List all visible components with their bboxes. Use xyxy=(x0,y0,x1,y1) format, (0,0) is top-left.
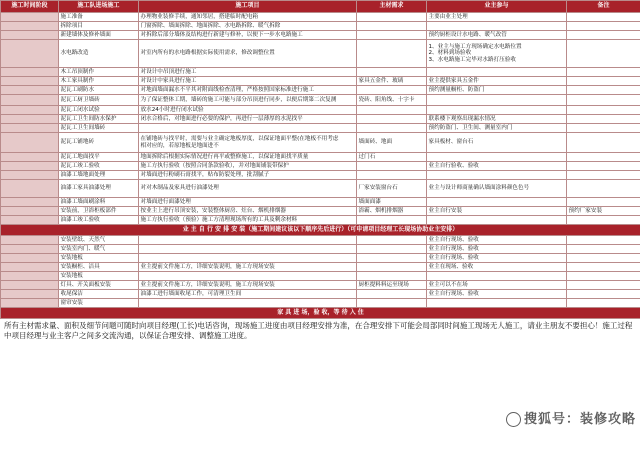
item-cell xyxy=(139,299,357,308)
task-cell: 木工家具制作 xyxy=(59,77,139,86)
remark-cell xyxy=(567,162,640,171)
owner-cell: 主要由业主处理 xyxy=(427,13,567,22)
stage-cell xyxy=(1,86,59,95)
owner-cell: 业主与设计师商量确认墙面涂料颜色色号 xyxy=(427,180,567,198)
material-cell xyxy=(357,162,427,171)
material-cell: 厂家安装窗台石 xyxy=(357,180,427,198)
item-cell: 按业主上进行吊顶安装，安装整体厨房、灶台、烟机排烟器 xyxy=(139,207,357,216)
table-row xyxy=(1,171,640,180)
remark-cell xyxy=(567,106,640,115)
remark-cell xyxy=(567,263,640,272)
material-cell: 家具五金件、玻璃 xyxy=(357,77,427,86)
stage-cell xyxy=(1,236,59,245)
owner-cell: 预约厨柜设计水电路、暖气改管 xyxy=(427,31,567,40)
header-cell: 业主参与 xyxy=(427,1,567,13)
table-row xyxy=(1,68,640,77)
remark-cell xyxy=(567,40,640,68)
item-cell: 在铺地砖与找平时，需要与业主确定地板厚度，以保证地面平整(在地板不用考虑 相对应的，若原地板是地面进不 xyxy=(139,133,357,153)
item-cell: 对地面墙面漏水不平其对附面线检查清理，严格按照国家标准进行施工 xyxy=(139,86,357,95)
stage-cell xyxy=(1,171,59,180)
owner-cell: 联系楼下观察出现漏水情况 xyxy=(427,115,567,124)
item-cell xyxy=(139,245,357,254)
table-row xyxy=(1,22,640,31)
table-row xyxy=(1,207,640,216)
remark-cell xyxy=(567,236,640,245)
owner-cell: 业主可以不在场 xyxy=(427,281,567,290)
owner-cell: 家具板材、窗台石 xyxy=(427,133,567,153)
owner-cell xyxy=(427,198,567,207)
item-cell: 对墙面进行面漆处理 xyxy=(139,198,357,207)
material-cell: 墙面砖、地面 xyxy=(357,133,427,153)
move-in-banner-row xyxy=(1,308,640,319)
table-row xyxy=(1,272,640,281)
task-cell: 泥瓦工竣工验收 xyxy=(59,162,139,171)
material-cell xyxy=(357,263,427,272)
owner-cell: 业主自行安装 xyxy=(427,207,567,216)
stage-cell xyxy=(1,77,59,86)
task-cell: 安装壁纸、天然气 xyxy=(59,236,139,245)
material-cell xyxy=(357,171,427,180)
item-cell: 闭水合格后，对地面进行必要的保护，再进行一层薄厚的水泥找平 xyxy=(139,115,357,124)
remark-cell xyxy=(567,216,640,225)
material-cell xyxy=(357,216,427,225)
self-arranged-banner: 业 主 自 行 安 排 安 装（施工期间建议该以下顺序先后进行）（可申请项目经理工长现场协助业主安排） xyxy=(1,225,640,236)
stage-cell xyxy=(1,115,59,124)
watermark-text: 搜狐号：装修攻略 xyxy=(523,412,636,427)
stage-cell xyxy=(1,133,59,153)
owner-cell: 业主自行现场、验收 xyxy=(427,236,567,245)
task-cell: 安装前，卫浴柜板部件 xyxy=(59,207,139,216)
owner-cell: 业主提供家具五金件 xyxy=(427,77,567,86)
task-cell: 新建墙体及修补墙面 xyxy=(59,31,139,40)
self-arranged-banner-row xyxy=(1,225,640,236)
table-row xyxy=(1,153,640,162)
stage-cell xyxy=(1,124,59,133)
task-cell: 水电路改造 xyxy=(59,40,139,68)
remark-cell xyxy=(567,77,640,86)
stage-cell xyxy=(1,245,59,254)
task-cell: 泥瓦工刷防水 xyxy=(59,86,139,95)
item-cell: 为了保证整体工期，墙砖的施工可能与部分吊顶进行同步，以便后期第二次复测 xyxy=(139,95,357,106)
owner-cell: 业主在现场、验收 xyxy=(427,263,567,272)
owner-cell xyxy=(427,106,567,115)
header-cell: 主材需求 xyxy=(357,1,427,13)
item-cell: 对室内所有的水电路根据实际使用需求，修改调整位置 xyxy=(139,40,357,68)
remark-cell xyxy=(567,281,640,290)
stage-cell xyxy=(1,106,59,115)
owner-cell xyxy=(427,171,567,180)
item-cell: 业主提前文件施工方，详细安装说明，施工方现场安装 xyxy=(139,281,357,290)
table-row xyxy=(1,216,640,225)
remark-cell xyxy=(567,68,640,77)
material-cell xyxy=(357,115,427,124)
item-cell: 对墙面进行粉刷石膏找平，贴布防裂处理，批刮腻子 xyxy=(139,171,357,180)
item-cell: 业主提前文件施工方，详细安装说明，施工方现场安装 xyxy=(139,263,357,272)
header-cell: 施工项目 xyxy=(139,1,357,13)
item-cell: 施工方执行验收（按照合同条款验收），并对地面铺装带保护 xyxy=(139,162,357,171)
material-cell xyxy=(357,290,427,299)
owner-cell xyxy=(427,299,567,308)
remark-cell xyxy=(567,31,640,40)
material-cell: 厨柜提料料运至现场 xyxy=(357,281,427,290)
item-cell: 对设计中家具进行施工 xyxy=(139,77,357,86)
owner-cell xyxy=(427,22,567,31)
stage-cell xyxy=(1,281,59,290)
table-row xyxy=(1,133,640,153)
owner-cell: 1、业主与施工方现场确定水电路位置 2、材料到场验收 3、水电路施工完毕对水路打压验收 xyxy=(427,40,567,68)
stage-cell xyxy=(1,299,59,308)
remark-cell xyxy=(567,299,640,308)
material-cell xyxy=(357,40,427,68)
owner-cell: 业主自行验收、验收 xyxy=(427,162,567,171)
task-cell: 窗帘安装 xyxy=(59,299,139,308)
task-cell: 安装橱柜、洁具 xyxy=(59,263,139,272)
stage-cell xyxy=(1,13,59,22)
watermark xyxy=(506,408,636,427)
table-header-row xyxy=(1,1,640,13)
stage-cell xyxy=(1,198,59,207)
table-row xyxy=(1,95,640,106)
remark-cell xyxy=(567,290,640,299)
table-row xyxy=(1,86,640,95)
table-row xyxy=(1,40,640,68)
task-cell: 收尾保洁 xyxy=(59,290,139,299)
material-cell xyxy=(357,124,427,133)
task-cell: 泥瓦工铺地砖 xyxy=(59,133,139,153)
table-row xyxy=(1,254,640,263)
table-row xyxy=(1,124,640,133)
header-cell: 施工时间阶段 xyxy=(1,1,59,13)
table-row xyxy=(1,162,640,171)
stage-cell xyxy=(1,95,59,106)
material-cell: 瓷砖、阳角线、十字卡 xyxy=(357,95,427,106)
remark-cell xyxy=(567,22,640,31)
table-row xyxy=(1,245,640,254)
item-cell xyxy=(139,124,357,133)
task-cell: 泥瓦工地面找平 xyxy=(59,153,139,162)
task-cell: 泥瓦工卫生间防水保护 xyxy=(59,115,139,124)
watermark-logo-icon xyxy=(506,412,521,427)
owner-cell xyxy=(427,68,567,77)
stage-cell xyxy=(1,68,59,77)
move-in-banner: 家 具 进 场，验 收，等 待 入 住 xyxy=(1,308,640,319)
table-row xyxy=(1,198,640,207)
item-cell xyxy=(139,272,357,281)
material-cell xyxy=(357,68,427,77)
task-cell: 灯具、开关面板安装 xyxy=(59,281,139,290)
task-cell: 油漆工竣工验收 xyxy=(59,216,139,225)
item-cell: 油漆工进行墙面收尾工作，可清理卫生间 xyxy=(139,290,357,299)
table-row xyxy=(1,31,640,40)
stage-cell xyxy=(1,162,59,171)
owner-cell: 业主自行现场、验收 xyxy=(427,290,567,299)
remark-cell: 预约厂家安装 xyxy=(567,207,640,216)
table-row xyxy=(1,299,640,308)
task-cell: 泥瓦工卫生间墙砖 xyxy=(59,124,139,133)
remark-cell xyxy=(567,115,640,124)
remark-cell xyxy=(567,95,640,106)
stage-cell xyxy=(1,153,59,162)
task-cell: 安装地板 xyxy=(59,272,139,281)
remark-cell xyxy=(567,254,640,263)
stage-cell xyxy=(1,290,59,299)
owner-cell: 业主自行现场、验收 xyxy=(427,254,567,263)
task-cell: 泥瓦工厨卫墙砖 xyxy=(59,95,139,106)
stage-cell xyxy=(1,216,59,225)
material-cell xyxy=(357,31,427,40)
header-cell: 备注 xyxy=(567,1,640,13)
material-cell: 过门石 xyxy=(357,153,427,162)
table-row xyxy=(1,263,640,272)
remark-cell xyxy=(567,198,640,207)
stage-cell xyxy=(1,272,59,281)
task-cell: 木工吊顶制作 xyxy=(59,68,139,77)
task-cell: 施工准备 xyxy=(59,13,139,22)
remark-cell xyxy=(567,133,640,153)
task-cell: 安装室内门、暖气 xyxy=(59,245,139,254)
item-cell: 对拆除后部分墙体及结构进行新建与修补，以便下一步水电路施工 xyxy=(139,31,357,40)
table-row xyxy=(1,106,640,115)
task-cell: 泥瓦工闭水试验 xyxy=(59,106,139,115)
stage-cell xyxy=(1,254,59,263)
item-cell: 放水24小时进行闭水试验 xyxy=(139,106,357,115)
remark-cell xyxy=(567,86,640,95)
owner-cell: 预约防盗门、卫生间、测量室内门 xyxy=(427,124,567,133)
task-cell: 安装地板 xyxy=(59,254,139,263)
material-cell xyxy=(357,22,427,31)
table-row xyxy=(1,77,640,86)
owner-cell xyxy=(427,95,567,106)
table-row xyxy=(1,180,640,198)
owner-cell: 业主自行现场、验收 xyxy=(427,245,567,254)
material-cell xyxy=(357,245,427,254)
item-cell: 办理物业装修手续，通知邻居，搭建临时配电箱 xyxy=(139,13,357,22)
task-cell: 油漆工墙地面处理 xyxy=(59,171,139,180)
material-cell xyxy=(357,254,427,263)
stage-cell xyxy=(1,40,59,68)
item-cell xyxy=(139,254,357,263)
task-cell: 拆除项目 xyxy=(59,22,139,31)
item-cell: 门窗拆除、墙面拆除、地面拆除、水电路拆除、暖气拆除 xyxy=(139,22,357,31)
stage-cell xyxy=(1,22,59,31)
item-cell xyxy=(139,236,357,245)
remark-cell xyxy=(567,13,640,22)
remark-cell xyxy=(567,153,640,162)
material-cell xyxy=(357,299,427,308)
stage-cell xyxy=(1,180,59,198)
task-cell: 油漆工墙面刷涂料 xyxy=(59,198,139,207)
material-cell xyxy=(357,13,427,22)
remark-cell xyxy=(567,272,640,281)
owner-cell xyxy=(427,216,567,225)
task-cell: 油漆工家具油漆处理 xyxy=(59,180,139,198)
material-cell: 墙面面漆 xyxy=(357,198,427,207)
material-cell xyxy=(357,86,427,95)
header-cell: 施工队进场施工 xyxy=(59,1,139,13)
stage-cell xyxy=(1,207,59,216)
item-cell: 施工方执行验收（预验）施工方清理现场所有的工具及剩余材料 xyxy=(139,216,357,225)
table-row xyxy=(1,290,640,299)
material-cell xyxy=(357,272,427,281)
table-row xyxy=(1,281,640,290)
table-row xyxy=(1,115,640,124)
remark-cell xyxy=(567,171,640,180)
remark-cell xyxy=(567,180,640,198)
remark-cell xyxy=(567,245,640,254)
table-row xyxy=(1,236,640,245)
owner-cell xyxy=(427,272,567,281)
material-cell xyxy=(357,106,427,115)
item-cell: 地面拆除后根据实际情况进行再平或整修施工，以保证地面找平质量 xyxy=(139,153,357,162)
table-row xyxy=(1,13,640,22)
material-cell xyxy=(357,236,427,245)
item-cell: 对对木制品及家具进行油漆处理 xyxy=(139,180,357,198)
owner-cell xyxy=(427,153,567,162)
owner-cell: 预约测量橱柜、防盗门 xyxy=(427,86,567,95)
material-cell: 浴霸、烟机排烟器 xyxy=(357,207,427,216)
stage-cell xyxy=(1,263,59,272)
remark-cell xyxy=(567,124,640,133)
footer-note: 所有主材需求量、面积及细节问题可随时向项目经理(工长)电话咨询，现场施工进度由项目经理安排为准，在合理安排下可能会局部同时间施工现场无人施工，请业主朋友不要担心！施工过程中项目经理与业主客户之间多交流沟通，以保证合理安排、调整施工进度。 xyxy=(4,321,633,341)
item-cell: 对设计中吊顶进行施工 xyxy=(139,68,357,77)
stage-cell xyxy=(1,31,59,40)
